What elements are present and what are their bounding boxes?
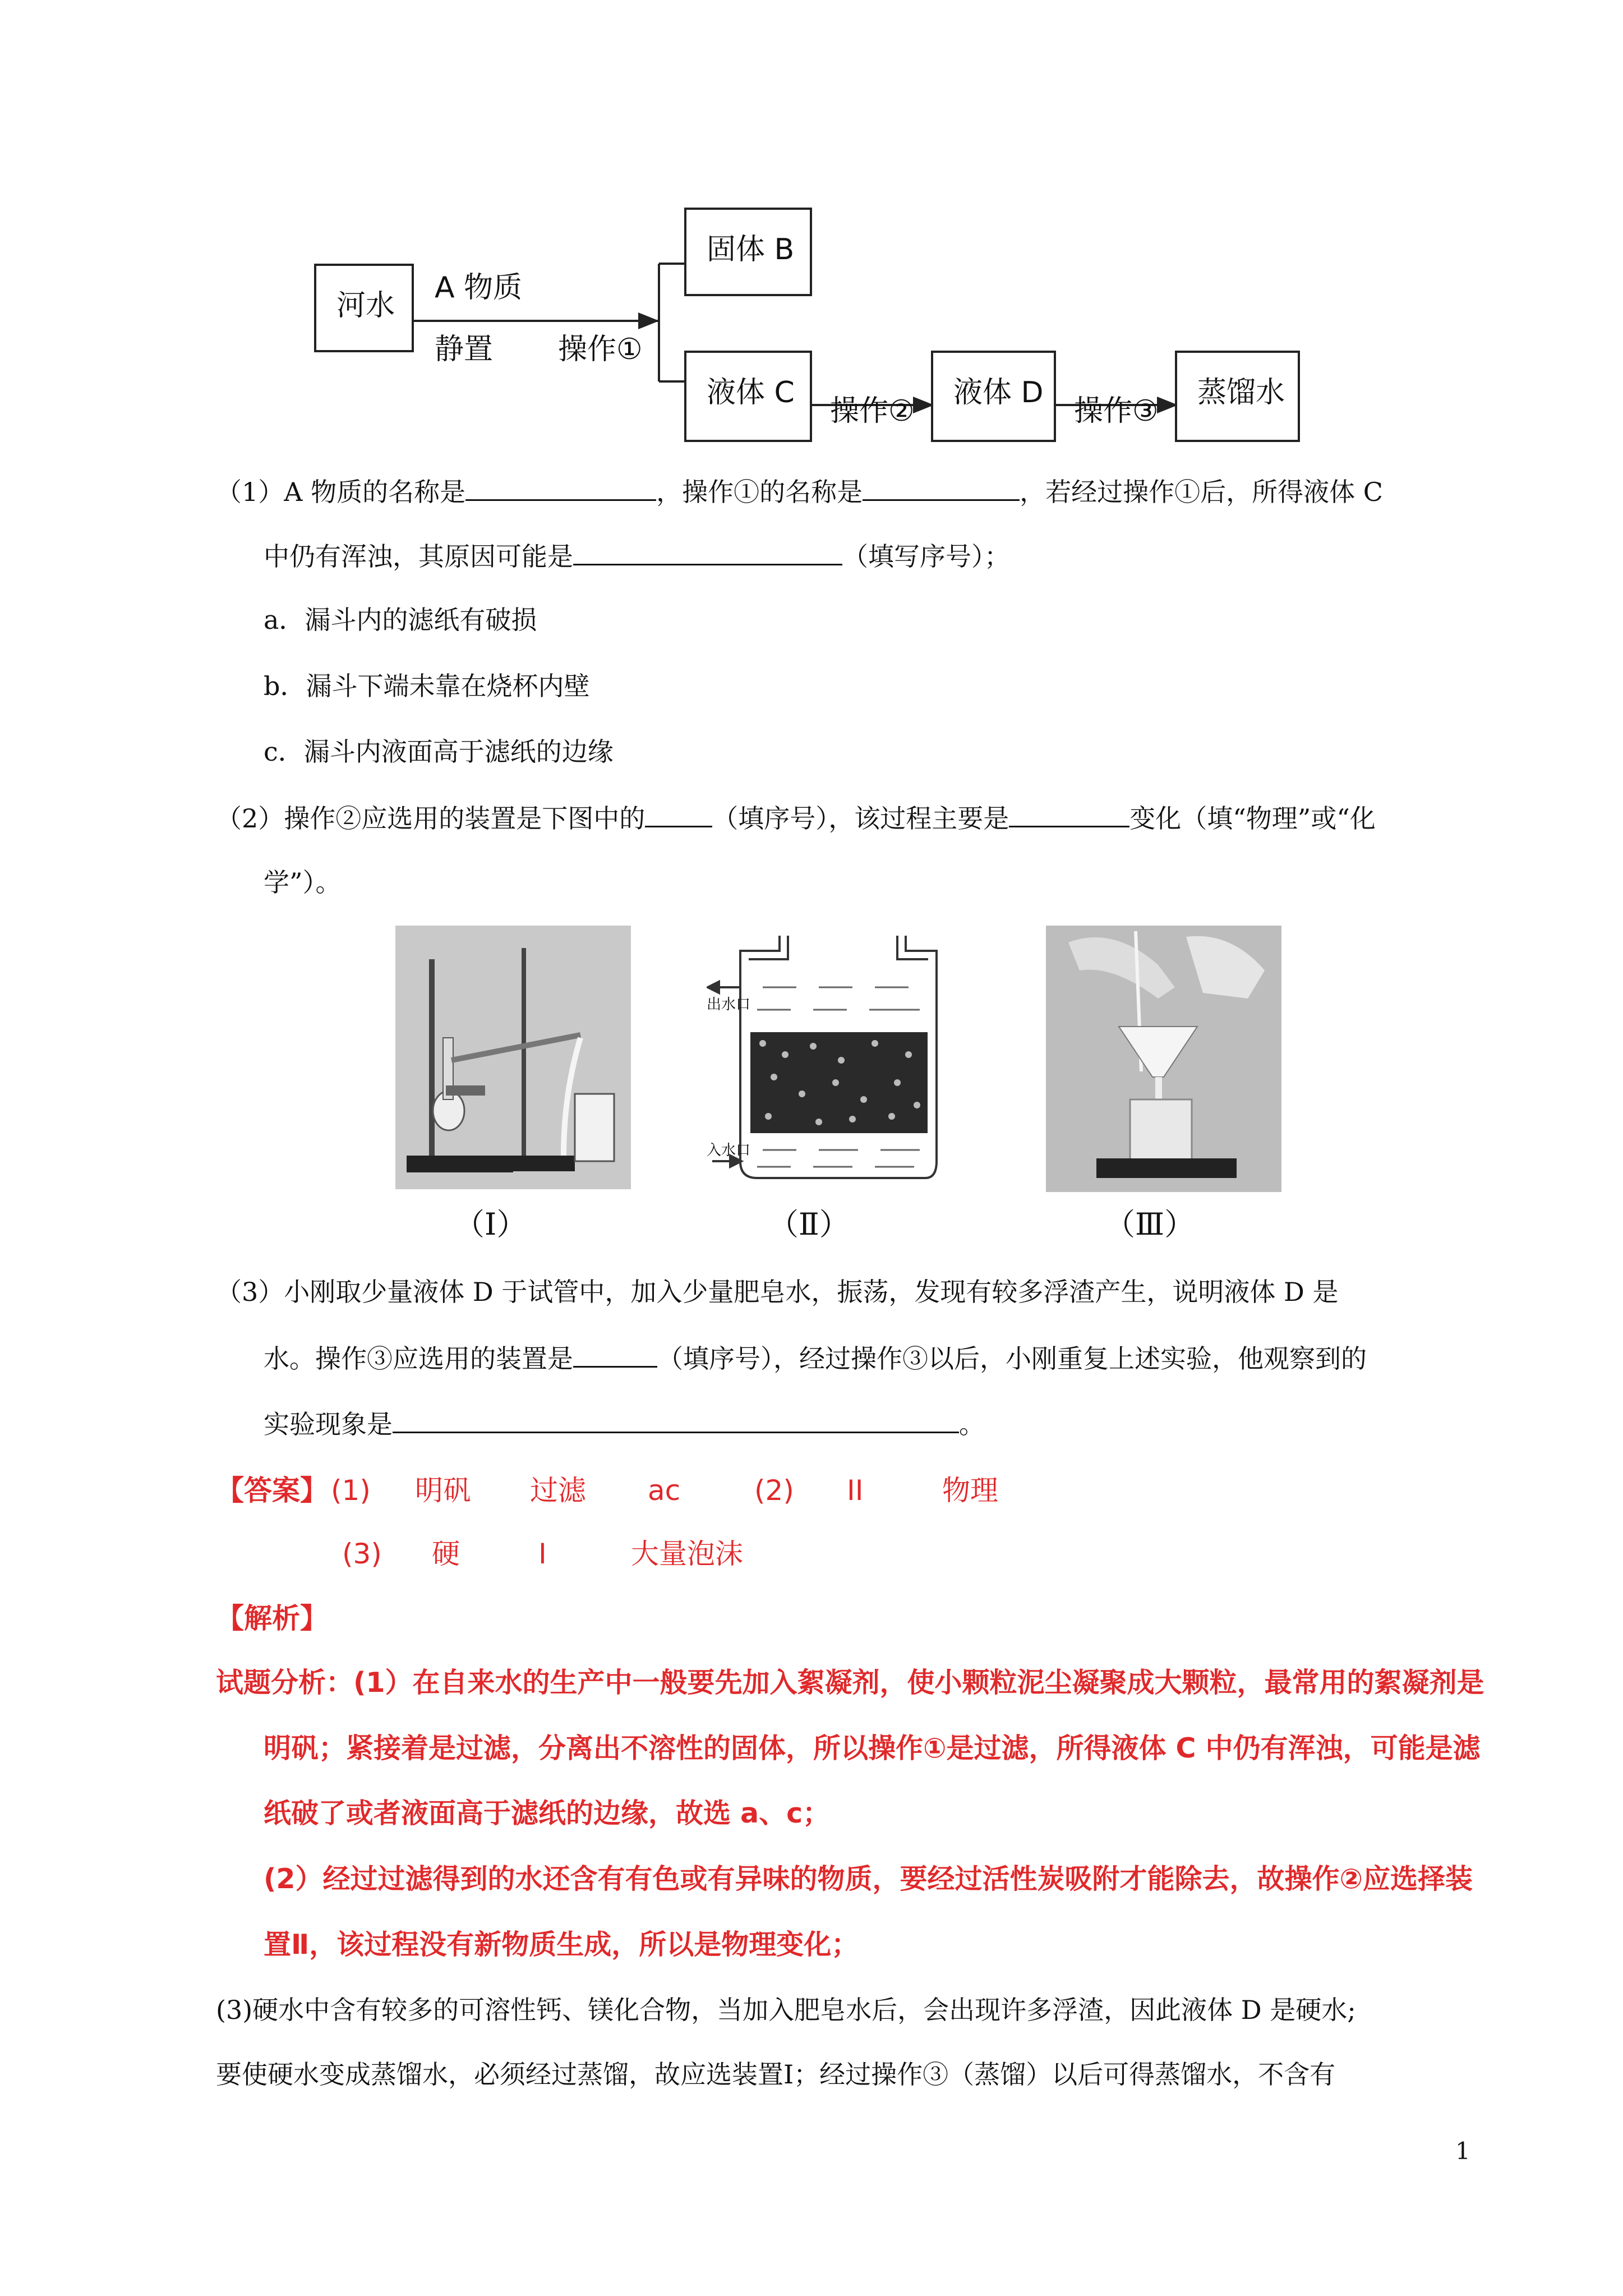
q2-line2: 学”）。 — [264, 867, 342, 898]
q1-text-b: ，操作①的名称是 — [656, 477, 863, 507]
in-water-label: 入水口 — [707, 1142, 751, 1159]
box-solid-b-label: 固体 B — [707, 233, 795, 266]
figure-distillation-apparatus — [395, 926, 631, 1189]
q3-blank-device[interactable] — [573, 1343, 657, 1368]
answer-r2-2: I — [538, 1538, 547, 1570]
analysis-line-5: 置Ⅱ，该过程没有新物质生成，所以是物理变化； — [264, 1929, 859, 1961]
figure-adsorption-column — [707, 926, 942, 1189]
out-water-label: 出水口 — [707, 996, 751, 1013]
distillation-drawing — [395, 926, 631, 1189]
answer-r1-3: ac — [648, 1474, 681, 1507]
answer-r2-0: (3) — [342, 1538, 382, 1570]
q3-text-b: （填序号），经过操作③以后，小刚重复上述实验，他观察到的 — [657, 1343, 1367, 1374]
box-liquid-c-label: 液体 C — [707, 376, 795, 409]
q3-line3 — [264, 1409, 985, 1437]
answer-r1-5: II — [847, 1474, 864, 1507]
analysis-line-7: 要使硬水变成蒸馏水，必须经过蒸馏，故应选装置Ⅰ；经过操作③（蒸馏）以后可得蒸馏水，不含有 — [216, 2059, 1336, 2090]
label-op2: 操作② — [830, 394, 915, 428]
filtration-drawing — [1046, 926, 1281, 1192]
answer-tag: 【答案】 — [216, 1474, 328, 1507]
analysis-line-2: 明矾；紧接着是过滤，分离出不溶性的固体，所以操作①是过滤，所得液体 C 中仍有浑浊，可能是滤 — [264, 1732, 1481, 1764]
analysis-line-1: 试题分析：(1）在自来水的生产中一般要先加入絮凝剂，使小颗粒泥尘凝聚成大颗粒，最常用的絮凝剂是 — [216, 1667, 1484, 1699]
q3-line1: （3）小刚取少量液体 D 于试管中，加入少量肥皂水，振荡，发现有较多浮渣产生，说明液体 D 是 — [216, 1277, 1339, 1307]
box-liquid-d — [931, 351, 1056, 442]
q2-text-b: （填序号），该过程主要是 — [712, 803, 1009, 834]
q2-text-a: （2）操作②应选用的装置是下图中的 — [216, 803, 645, 834]
answer-r1-6: 物理 — [942, 1474, 998, 1507]
answer-r2-1: 硬 — [432, 1538, 460, 1570]
analysis-line-4: (2）经过过滤得到的水还含有有色或有异味的物质，要经过活性炭吸附才能除去，故操作②应选择装 — [264, 1863, 1473, 1895]
q1-blank-substance[interactable] — [465, 477, 656, 501]
box-distilled-label: 蒸馏水 — [1197, 376, 1285, 409]
q3-line2 — [264, 1343, 1367, 1372]
q1-line1 — [216, 477, 1383, 505]
q2-blank-change[interactable] — [1009, 803, 1129, 827]
q3-text-d: 。 — [959, 1409, 985, 1439]
answer-r1-0: (1) — [331, 1474, 371, 1507]
q1-blank-reason[interactable] — [573, 541, 842, 565]
label-op1: 操作① — [558, 333, 643, 366]
q2-line1 — [216, 803, 1376, 834]
q3-text-c: 实验现象是 — [264, 1409, 393, 1439]
q2-blank-device[interactable] — [645, 803, 712, 827]
figure-caption-3: （Ⅲ） — [1105, 1207, 1195, 1242]
box-solid-b — [684, 208, 812, 296]
answer-r2-3: 大量泡沫 — [631, 1538, 743, 1570]
analysis-tag: 【解析】 — [216, 1602, 328, 1635]
q1-line2 — [264, 541, 1010, 572]
label-a-substance: A 物质 — [435, 271, 523, 305]
q1-option-c: c．漏斗内液面高于滤纸的边缘 — [264, 737, 614, 767]
analysis-line-6: (3)硬水中含有较多的可溶性钙、镁化合物，当加入肥皂水后，会出现许多浮渣，因此液体 D 是硬水; — [216, 1995, 1356, 2025]
box-river-label: 河水 — [336, 289, 395, 323]
q1-text-a: （1）A 物质的名称是 — [216, 477, 466, 507]
answer-r1-2: 过滤 — [530, 1474, 586, 1507]
answer-r1-4: (2) — [754, 1474, 794, 1507]
box-river — [314, 264, 414, 352]
page-number: 1 — [1455, 2137, 1470, 2165]
q1-text-d: 中仍有浑浊，其原因可能是 — [264, 541, 573, 572]
label-op3: 操作③ — [1074, 394, 1159, 428]
answer-r1-1: 明矾 — [415, 1474, 471, 1507]
q1-blank-operation[interactable] — [863, 477, 1020, 501]
analysis-line-3: 纸破了或者液面高于滤纸的边缘，故选 a、c； — [264, 1797, 831, 1829]
figure-caption-2: （Ⅱ） — [768, 1207, 850, 1242]
q2-text-c: 变化（填“物理”或“化 — [1129, 803, 1376, 834]
figure-filtration — [1046, 926, 1281, 1192]
q1-option-b: b．漏斗下端未靠在烧杯内壁 — [264, 671, 590, 701]
q1-text-e: （填写序号）； — [842, 541, 1010, 572]
figure-caption-1: （Ⅰ） — [454, 1207, 527, 1242]
label-still: 静置 — [435, 333, 494, 366]
box-distilled — [1175, 351, 1300, 442]
q3-text-a: 水。操作③应选用的装置是 — [264, 1343, 573, 1374]
q1-option-a: a．漏斗内的滤纸有破损 — [264, 605, 537, 635]
q1-text-c: ，若经过操作①后，所得液体 C — [1020, 477, 1383, 507]
box-liquid-c — [684, 351, 812, 442]
q3-blank-phenomenon[interactable] — [393, 1409, 959, 1433]
box-liquid-d-label: 液体 D — [953, 376, 1044, 409]
